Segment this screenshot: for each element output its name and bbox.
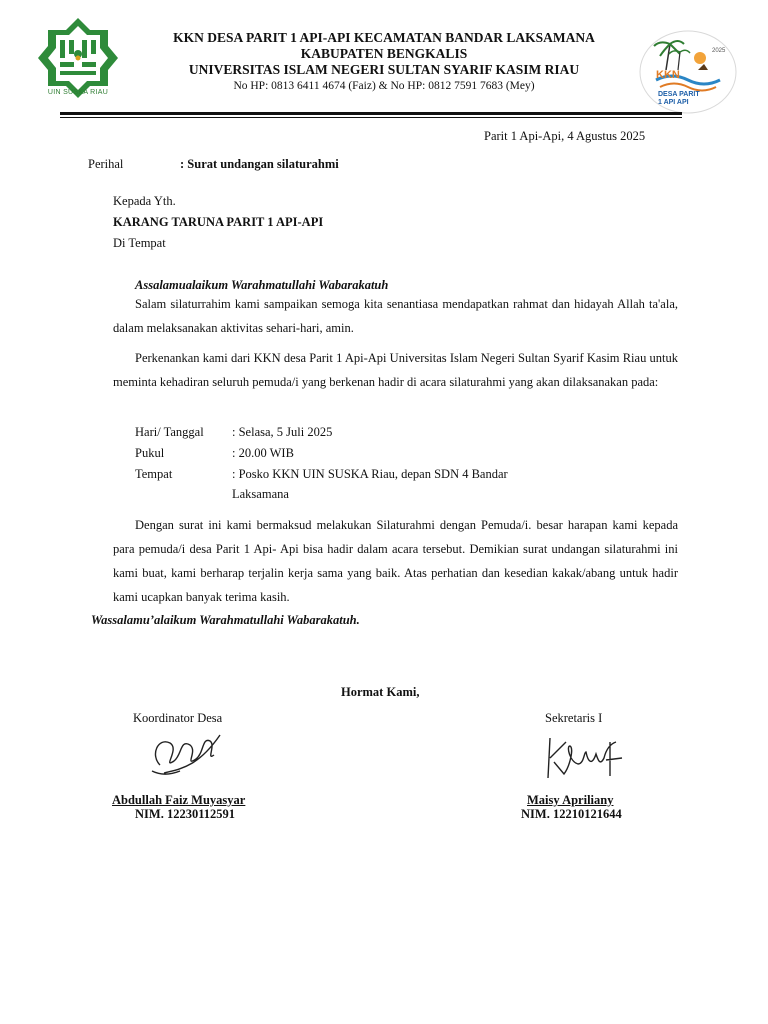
regards: Hormat Kami, <box>341 685 420 699</box>
right-signature <box>540 732 630 782</box>
event-day-label: Hari/ Tanggal <box>135 425 204 439</box>
event-time-label: Pukul <box>135 446 165 460</box>
event-day-value: : Selasa, 5 Juli 2025 <box>232 425 333 439</box>
left-signature <box>140 725 226 781</box>
right-signer-nim: NIM. 12210121644 <box>521 807 622 821</box>
recipient-name: KARANG TARUNA PARIT 1 API-API <box>113 215 324 229</box>
kkn-logo-year: 2025 <box>712 48 726 54</box>
event-place-label: Tempat <box>135 467 173 481</box>
left-signer-name: Abdullah Faiz Muyasyar <box>112 793 246 807</box>
right-signer-name: Maisy Apriliany <box>527 793 614 807</box>
place-date: Parit 1 Api-Api, 4 Agustus 2025 <box>484 129 646 143</box>
closing-salam: Wassalamu’alaikum Warahmatullahi Wabarakatuh. <box>91 613 360 627</box>
event-place-value-cont: Laksamana <box>232 487 289 501</box>
event-place-value: : Posko KKN UIN SUSKA Riau, depan SDN 4 Bandar <box>232 467 508 481</box>
letterhead-line-3: UNIVERSITAS ISLAM NEGERI SULTAN SYARIF KASIM RIAU <box>188 62 580 77</box>
event-time-value: : 20.00 WIB <box>232 446 294 460</box>
paragraph-3: Dengan surat ini kami bermaksud melakukan Silaturahmi dengan Pemuda/i. besar harapan kami kepada para pemuda/i desa Parit 1 Api- Api bisa hadir dalam acara tersebut. Demikian surat undangan silaturahmi ini kami buat, kami berharap terjalin kerja sama yang baik. Atas perhatian dan kesedian kakak/abang untuk hadir kami ucapkan banyak terima kasih. <box>113 518 678 604</box>
uin-logo-caption: UIN SUSKA RIAU <box>47 89 109 96</box>
kkn-logo-place: 1 API API <box>658 99 689 106</box>
opening-salam: Assalamualaikum Warahmatullahi Wabarakatuh <box>135 278 389 292</box>
subject-label: Perihal <box>88 157 124 171</box>
letterhead-rule-thick <box>60 112 682 115</box>
left-signer-nim: NIM. 12230112591 <box>135 807 235 821</box>
kkn-logo-desa: DESA PARIT <box>658 91 700 98</box>
recipient-greeting: Kepada Yth. <box>113 194 176 208</box>
left-signer-role: Koordinator Desa <box>133 711 223 725</box>
letterhead-line-1: KKN DESA PARIT 1 API-API KECAMATAN BANDAR LAKSAMANA <box>173 30 595 45</box>
letterhead-line-2: KABUPATEN BENGKALIS <box>300 46 468 61</box>
recipient-place: Di Tempat <box>113 236 166 250</box>
paragraph-2: Perkenankan kami dari KKN desa Parit 1 Api-Api Universitas Islam Negeri Sultan Syarif Kasim Riau untuk meminta kehadiran seluruh pemuda/i yang berkenan hadir di acara silaturahmi yang akan dilaksanakan pada: <box>113 351 678 389</box>
letterhead-contact: No HP: 0813 6411 4674 (Faiz) & No HP: 0812 7591 7683 (Mey) <box>233 80 535 92</box>
subject-value: : Surat undangan silaturahmi <box>180 157 339 171</box>
right-signer-role: Sekretaris I <box>545 711 603 725</box>
letterhead-rule-thin <box>60 117 682 118</box>
kkn-logo-title: KKN <box>656 69 680 81</box>
paragraph-1: Salam silaturrahim kami sampaikan semoga kita senantiasa mendapatkan rahmat dan hidayah Allah ta'ala, dalam melaksanakan aktivitas sehari-hari, amin. <box>113 297 678 335</box>
kkn-logo <box>638 30 738 114</box>
